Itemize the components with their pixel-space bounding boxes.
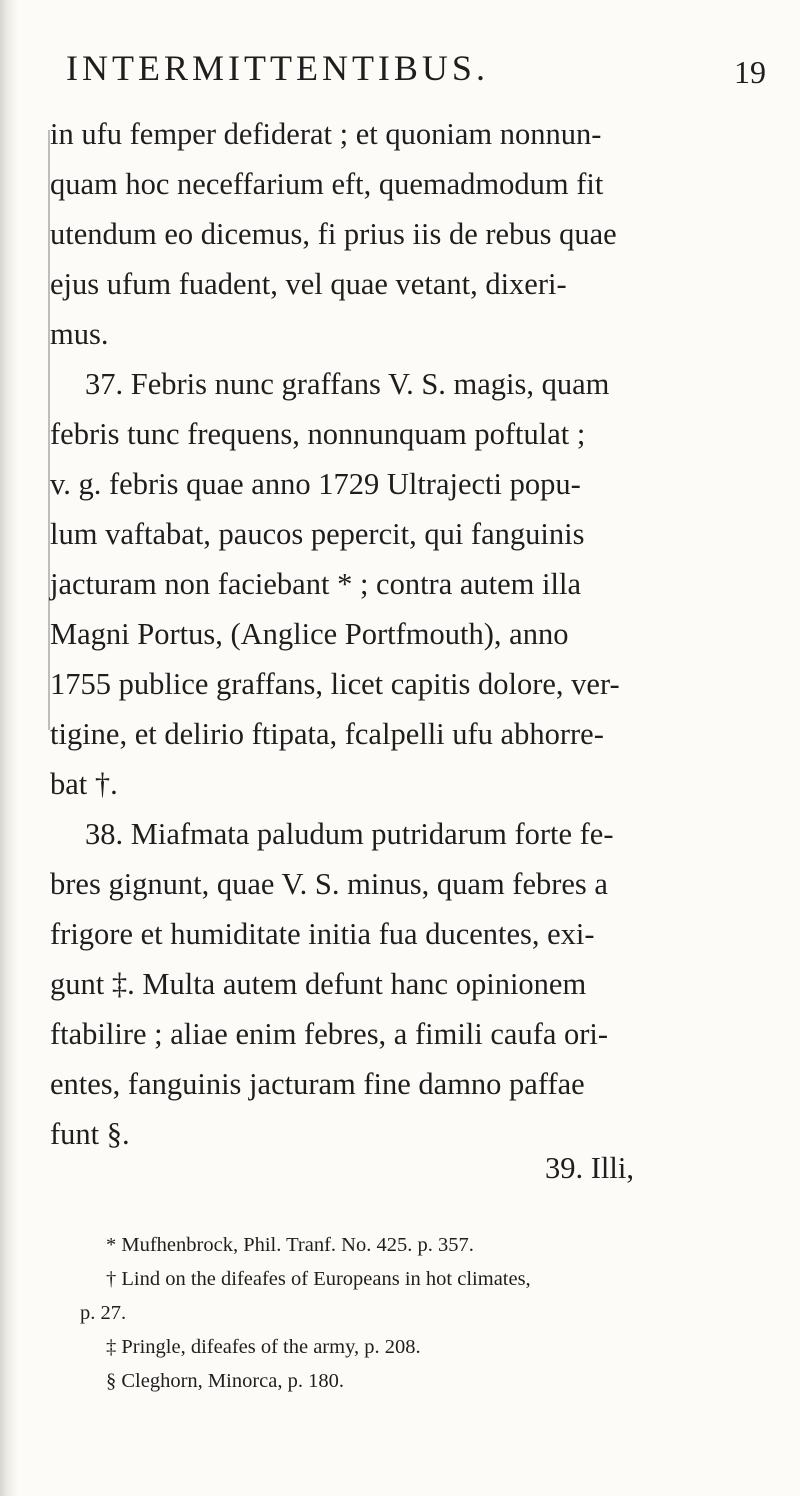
text-line: gunt ‡. Multa autem defunt hanc opinionem	[50, 967, 587, 1001]
paragraph-37-start: 37. Febris nunc graffans V. S. magis, quam	[85, 367, 610, 401]
catchword: 39. Illi,	[545, 1151, 634, 1185]
gutter-shadow	[0, 0, 18, 1496]
body-text	[50, 109, 770, 1159]
text-line: in ufu femper defiderat ; et quoniam nonnun-	[50, 117, 602, 151]
text-line: 1755 publice graffans, licet capitis dolore, ver-	[50, 667, 620, 701]
text-line: entes, fanguinis jacturam fine damno paffae	[50, 1067, 585, 1101]
text-line: jacturam non faciebant * ; contra autem illa	[50, 567, 581, 601]
text-line: Magni Portus, (Anglice Portfmouth), anno	[50, 617, 569, 651]
text-line: frigore et humiditate initia fua ducentes, exi-	[50, 917, 595, 951]
text-line: lum vaftabat, paucos pepercit, qui fanguinis	[50, 517, 585, 551]
text-line: ftabilire ; aliae enim febres, a fimili caufa ori-	[50, 1017, 609, 1051]
footnote: § Cleghorn, Minorca, p. 180.	[106, 1370, 344, 1392]
text-line: funt §.	[50, 1117, 130, 1151]
text-line: ejus ufum fuadent, vel quae vetant, dixeri-	[50, 267, 567, 301]
running-head	[66, 46, 766, 96]
text-line: utendum eo dicemus, fi prius iis de rebus quae	[50, 217, 617, 251]
text-line: bres gignunt, quae V. S. minus, quam febres a	[50, 867, 608, 901]
running-head-title: INTERMITTENTIBUS.	[66, 48, 489, 88]
footnote: * Mufhenbrock, Phil. Tranf. No. 425. p. 357.	[106, 1234, 474, 1256]
page-number: 19	[734, 54, 766, 90]
text-line: quam hoc neceffarium eft, quemadmodum fit	[50, 167, 604, 201]
text-line: febris tunc frequens, nonnunquam poftulat ;	[50, 417, 586, 451]
footnote-continuation: p. 27.	[80, 1302, 127, 1324]
footnote: † Lind on the difeafes of Europeans in hot climates,	[106, 1268, 531, 1290]
footnotes	[80, 1228, 786, 1398]
text-line: bat †.	[50, 767, 118, 801]
paragraph-38-start: 38. Miafmata paludum putridarum forte fe-	[85, 817, 614, 851]
text-line: v. g. febris quae anno 1729 Ultrajecti popu-	[50, 467, 581, 501]
text-line: mus.	[50, 317, 109, 351]
footnote: ‡ Pringle, difeafes of the army, p. 208.	[106, 1336, 421, 1358]
text-line: tigine, et delirio ftipata, fcalpelli ufu abhorre-	[50, 717, 604, 751]
